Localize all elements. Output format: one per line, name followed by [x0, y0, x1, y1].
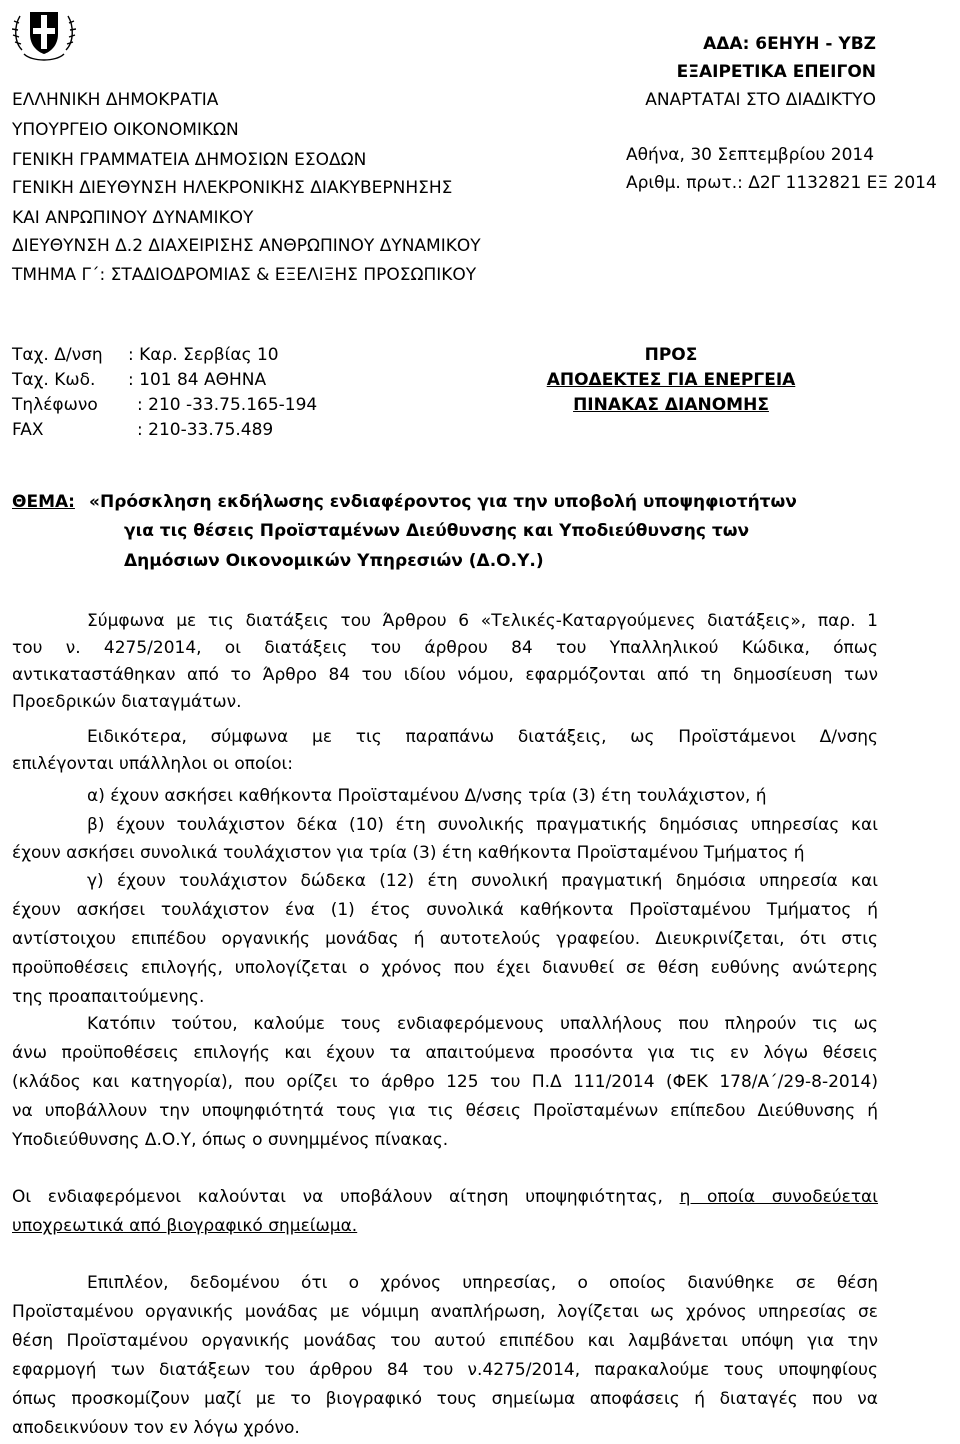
- recipients-to-label: ΠΡΟΣ: [644, 345, 698, 365]
- body-paragraph-2-line: Ειδικότερα, σύμφωνα με τις παραπάνω διατάξεις, ως Προϊστάμενοι Δ/νσης: [87, 727, 878, 747]
- criterion-b: [12, 815, 878, 863]
- body-paragraph-1-line: του ν. 4275/2014, οι διατάξεις του άρθρου 84 του Υπαλληλικού Κώδικα, όπως: [12, 638, 878, 658]
- recipients-distribution: ΠΙΝΑΚΑΣ ΔΙΑΝΟΜΗΣ: [573, 395, 769, 415]
- issuer-line-6: ΔΙΕΥΘΥΝΣΗ Δ.2 ΔΙΑΧΕΙΡΙΣΗΣ ΑΝΘΡΩΠΙΝΟΥ ΔΥΝΑΜΙΚΟΥ: [12, 236, 481, 256]
- contact-value-phone: : 210 -33.75.165-194: [137, 395, 318, 415]
- body-paragraph-3-line: άνω προϋποθέσεις επιλογής και έχουν τα απαιτούμενα προσόντα για τις εν λόγω θέσεις: [12, 1043, 878, 1063]
- coat-of-arms-emblem: [12, 4, 76, 66]
- body-paragraph-5-line: Επιπλέον, δεδομένου ότι ο χρόνος υπηρεσίας, ο οποίος διανύθηκε σε θέση: [87, 1273, 878, 1293]
- criterion-c-line: προϋποθέσεις επιλογής, υπολογίζεται ο χρόνος που έχει διανυθεί σε θέση ευθύνης ανώτερης: [12, 958, 878, 978]
- subject-line-3: Δημόσιων Οικονομικών Υπηρεσιών (Δ.Ο.Υ.): [124, 551, 544, 571]
- ada-code: ΑΔΑ: 6ΕΗΥΗ - ΥΒΖ: [703, 34, 876, 54]
- protocol-number: Αριθμ. πρωτ.: Δ2Γ 1132821 ΕΞ 2014: [626, 173, 937, 193]
- body-paragraph-3-line: να υποβάλλουν την υποψηφιότητά τους για τις θέσεις Προϊσταμένων επίπεδου Διεύθυνσης ή: [12, 1101, 878, 1121]
- issuer-line-2: ΥΠΟΥΡΓΕΙΟ ΟΙΚΟΝΟΜΙΚΩΝ: [12, 120, 239, 140]
- body-paragraph-3-line: Υποδιεύθυνσης Δ.Ο.Υ, όπως ο συνημμένος πίνακας.: [12, 1130, 449, 1150]
- criterion-c-line: αντίστοιχου επιπέδου οργανικής μονάδας ή αυτοτελούς γραφείου. Διευκρινίζεται, ότι στις: [12, 929, 878, 949]
- issuer-line-1: ΕΛΛΗΝΙΚΗ ΔΗΜΟΚΡΑΤΙΑ: [12, 90, 219, 110]
- criterion-c-line: γ) έχουν τουλάχιστον δώδεκα (12) έτη συνολική πραγματική δημόσια υπηρεσία και: [87, 871, 878, 891]
- cv-requirement-start: η οποία συνοδεύεται: [679, 1187, 879, 1207]
- body-paragraph-1-line: Προεδρικών διαταγμάτων.: [12, 692, 242, 712]
- contact-value-address: : Καρ. Σερβίας 10: [128, 345, 279, 365]
- document-date: Αθήνα, 30 Σεπτεμβρίου 2014: [626, 145, 875, 165]
- body-paragraph-3-line: (κλάδος και κατηγορία), που ορίζει το άρθρο 125 του Π.Δ 111/2014 (ΦΕΚ 178/Α΄/29-8-2014): [12, 1072, 878, 1092]
- application-instruction: Οι ενδιαφερόμενοι καλούνται να υποβάλουν αίτηση υποψηφιότητας,: [12, 1187, 663, 1207]
- body-paragraph-2: [12, 727, 878, 774]
- contact-value-fax: : 210-33.75.489: [137, 420, 274, 440]
- body-paragraph-5: [12, 1273, 878, 1438]
- body-paragraph-4: [12, 1187, 878, 1236]
- recipients-action: ΑΠΟΔΕΚΤΕΣ ΓΙΑ ΕΝΕΡΓΕΙΑ: [546, 370, 796, 390]
- body-paragraph-5-line: αποδεικνύουν τον εν λόγω χρόνο.: [12, 1418, 300, 1438]
- criterion-b-line: έχουν ασκήσει συνολικά τουλάχιστον για τρία (3) έτη καθήκοντα Προϊσταμένου Τμήματος ή: [12, 843, 805, 863]
- contact-label-address: Ταχ. Δ/νση: [12, 345, 103, 365]
- contact-label-fax: FAX: [12, 420, 44, 440]
- contact-label-phone: Τηλέφωνο: [12, 395, 98, 415]
- subject-line-2: για τις θέσεις Προϊσταμένων Διεύθυνσης και Υποδιεύθυνσης των: [124, 521, 750, 541]
- body-paragraph-5-line: Προϊσταμένου οργανικής μονάδας με νόμιμη αναπλήρωση, λογίζεται ως χρόνος υπηρεσίας σε: [12, 1302, 878, 1322]
- issuer-line-4: ΓΕΝΙΚΗ ΔΙΕΥΘΥΝΣΗ ΗΛΕΚΡΟΝΙΚΗΣ ΔΙΑΚΥΒΕΡΝΗΣΗΣ: [12, 178, 453, 198]
- criterion-c-line: της προαπαιτούμενης.: [12, 987, 205, 1007]
- issuer-line-7: ΤΜΗΜΑ Γ΄: ΣΤΑΔΙΟΔΡΟΜΙΑΣ & ΕΞΕΛΙΞΗΣ ΠΡΟΣΩΠΙΚΟΥ: [12, 265, 477, 285]
- body-paragraph-1-line: αντικαταστάθηκαν από το Άρθρο 84 του ιδίου νόμου, εφαρμόζονται από τη δημοσίευση των: [12, 665, 878, 685]
- subject-label: ΘΕΜΑ:: [12, 492, 75, 512]
- cv-requirement-end: υποχρεωτικά από βιογραφικό σημείωμα.: [12, 1216, 358, 1236]
- issuer-line-5: ΚΑΙ ΑΝΡΩΠΙΝΟΥ ΔΥΝΑΜΙΚΟΥ: [12, 208, 254, 228]
- contact-label-postcode: Ταχ. Κωδ.: [12, 370, 96, 390]
- urgency-label: ΕΞΑΙΡΕΤΙΚΑ ΕΠΕΙΓΟΝ: [676, 62, 876, 82]
- body-paragraph-3: [12, 1014, 878, 1150]
- criterion-c-line: έχουν ασκήσει τουλάχιστον ένα (1) έτος συνολικά καθήκοντα Προϊσταμένου Τμήματος ή: [12, 900, 878, 920]
- body-paragraph-2-line: επιλέγονται υπάλληλοι οι οποίοι:: [12, 754, 293, 774]
- body-paragraph-4-line: [12, 1187, 878, 1207]
- posting-note: ΑΝΑΡΤΑΤΑΙ ΣΤΟ ΔΙΑΔΙΚΤΥΟ: [645, 90, 876, 110]
- body-paragraph-5-line: θέση Προϊσταμένου οργανικής μονάδας του αυτού επιπέδου και λαμβάνεται υπόψη για την: [12, 1331, 878, 1351]
- body-paragraph-5-line: όπως προσκομίζουν μαζί με το βιογραφικό τους σημείωμα αποφάσεις ή διαταγές που να: [12, 1389, 878, 1409]
- subject-line-1: «Πρόσκληση εκδήλωσης ενδιαφέροντος για την υποβολή υποψηφιοτήτων: [89, 492, 797, 512]
- criterion-c: [12, 871, 878, 1007]
- body-paragraph-5-line: εφαρμογή των διατάξεων του άρθρου 84 του ν.4275/2014, παρακαλούμε τους υποψηφίους: [12, 1360, 878, 1380]
- contact-value-postcode: : 101 84 ΑΘΗΝΑ: [128, 370, 267, 390]
- body-paragraph-3-line: Κατόπιν τούτου, καλούμε τους ενδιαφερόμενους υπαλλήλους που πληρούν τις ως: [87, 1014, 878, 1034]
- body-paragraph-1: [12, 611, 878, 712]
- criterion-a: α) έχουν ασκήσει καθήκοντα Προϊσταμένου Δ/νσης τρία (3) έτη τουλάχιστον, ή: [87, 786, 767, 806]
- body-paragraph-1-line: Σύμφωνα με τις διατάξεις του Άρθρου 6 «Τελικές-Καταργούμενες διατάξεις», παρ. 1: [87, 611, 878, 631]
- criterion-b-line: β) έχουν τουλάχιστον δέκα (10) έτη συνολικής πραγματικής δημόσιας υπηρεσίας και: [87, 815, 878, 835]
- issuer-line-3: ΓΕΝΙΚΗ ΓΡΑΜΜΑΤΕΙΑ ΔΗΜΟΣΙΩΝ ΕΣΟΔΩΝ: [12, 150, 367, 170]
